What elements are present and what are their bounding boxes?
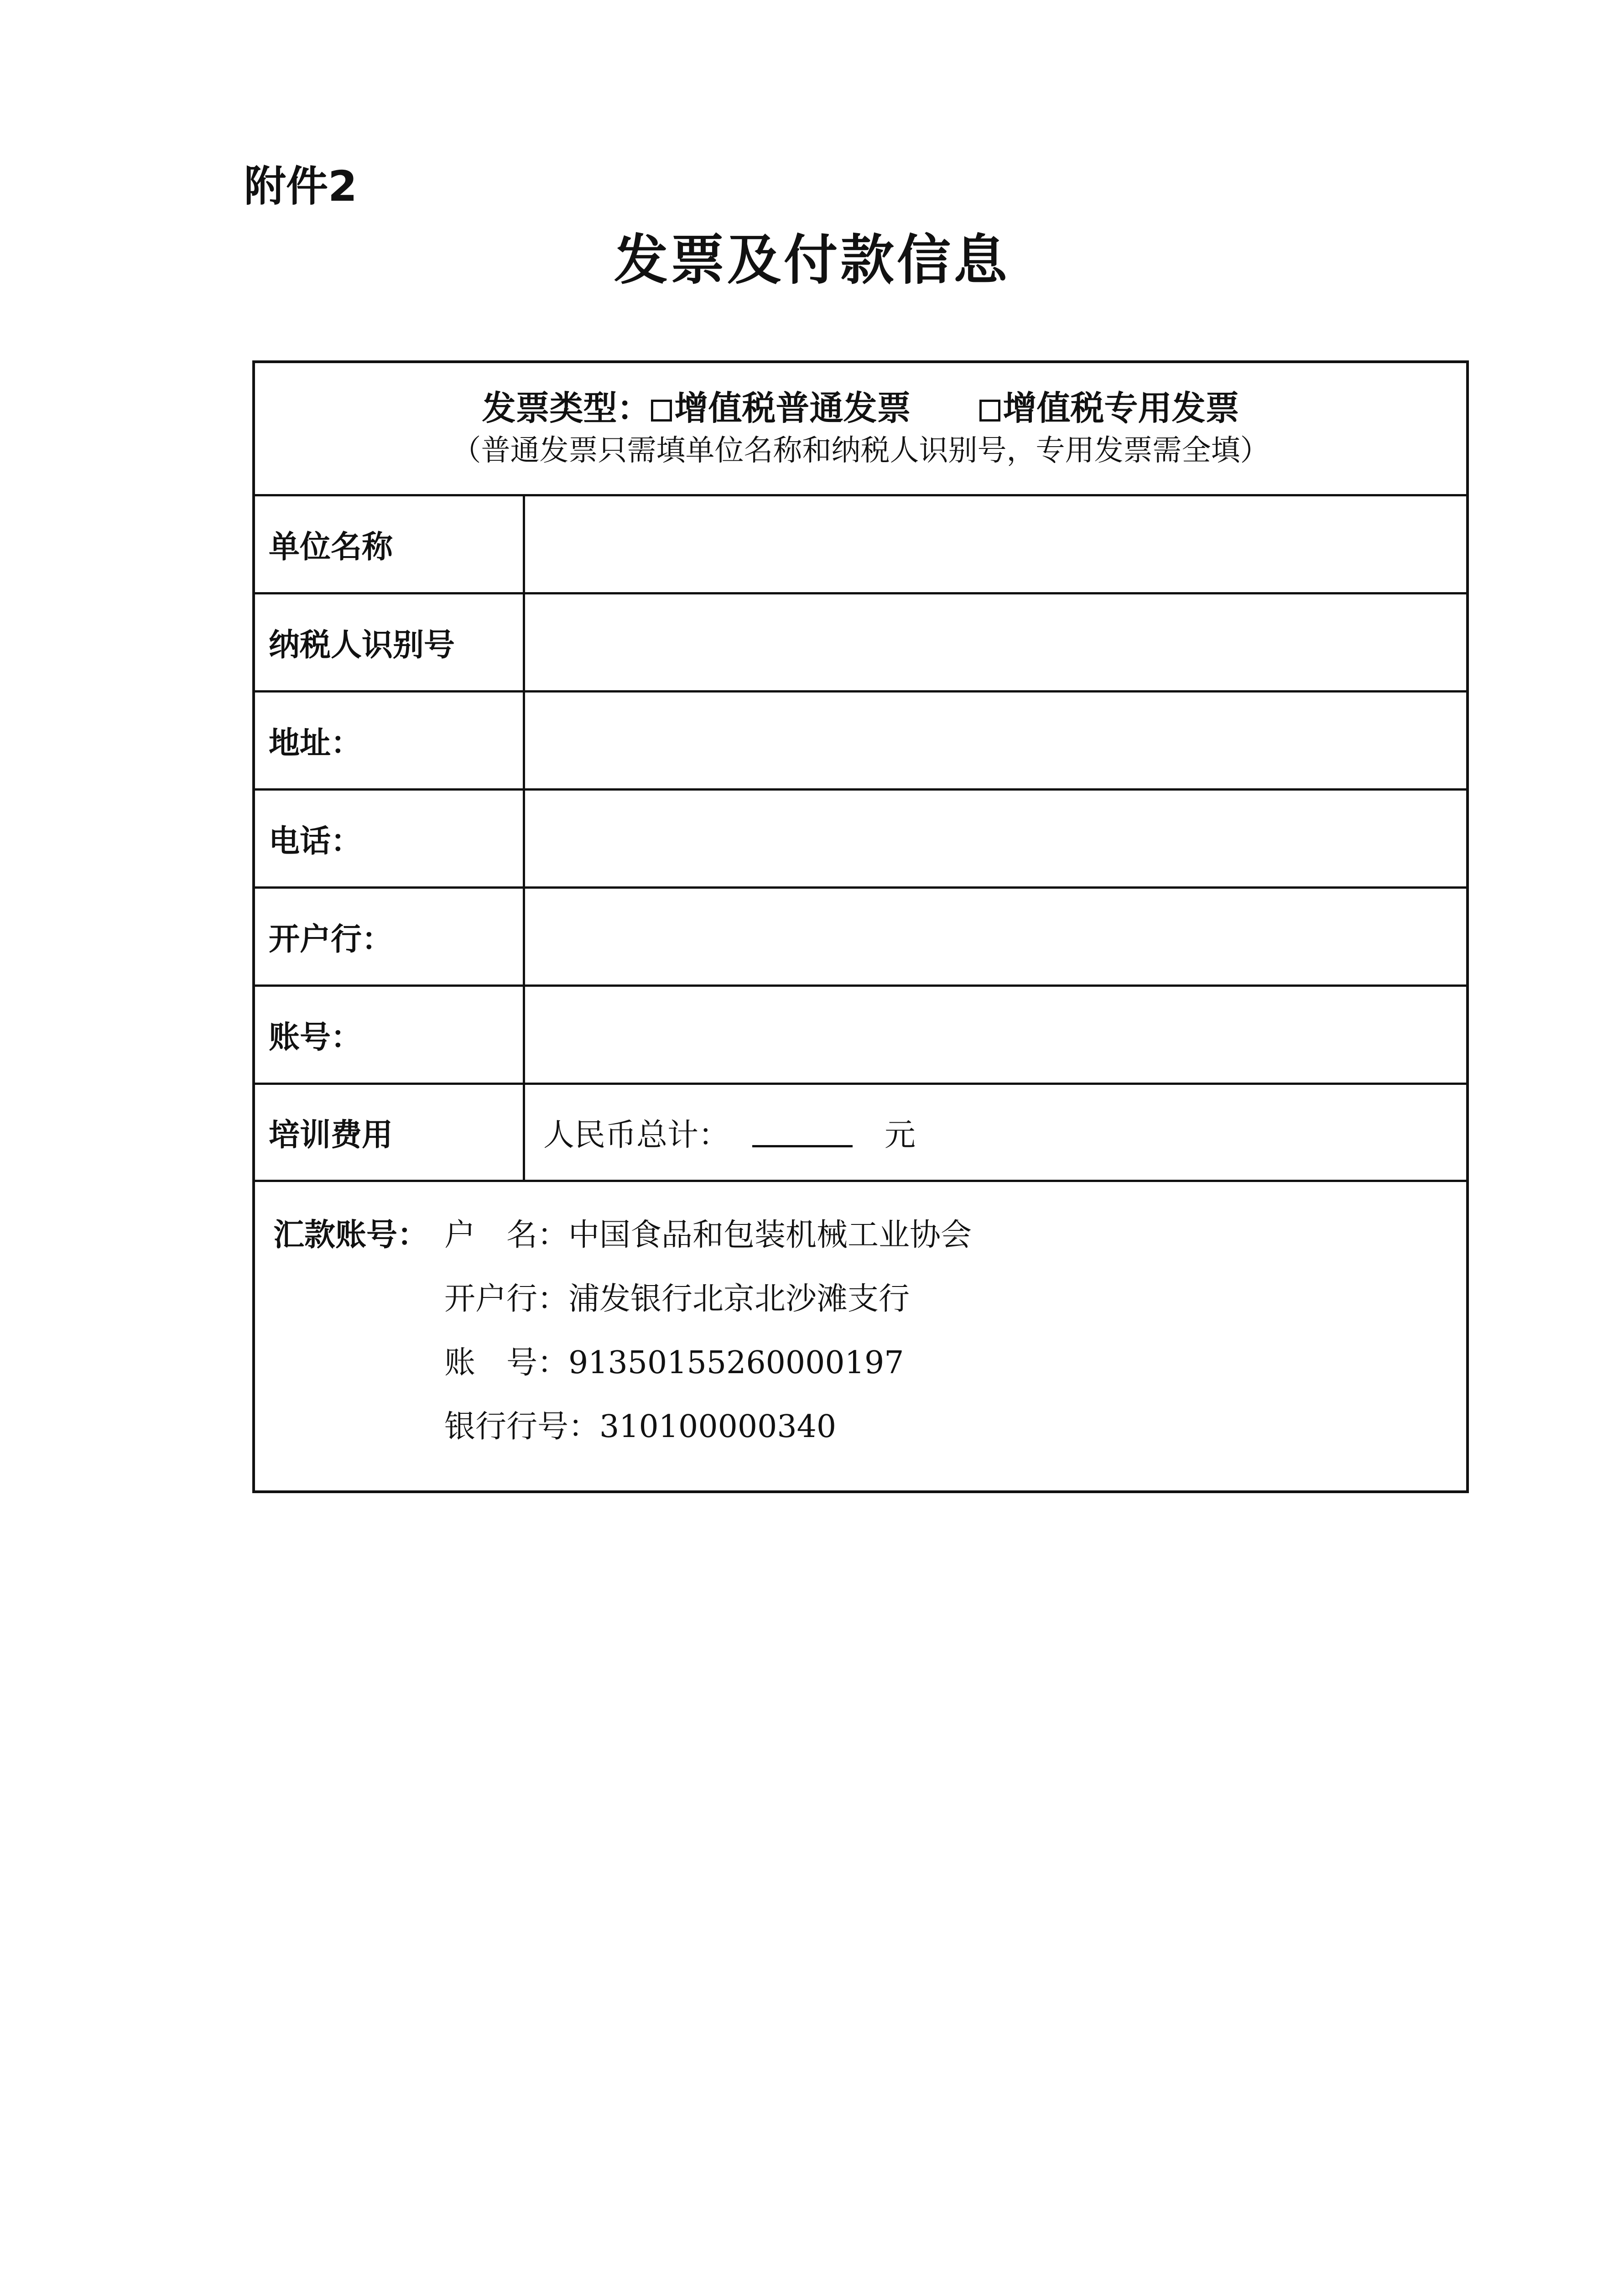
- normal-invoice-checkbox[interactable]: [651, 400, 672, 422]
- invoice-type-line: [255, 381, 1466, 430]
- document-title: 发票及付款信息: [614, 229, 1010, 292]
- row-training-fee: [255, 1085, 1466, 1182]
- row-address: [255, 693, 1466, 791]
- row-account: [255, 987, 1466, 1085]
- invoice-type-note: （普通发票只需填单位名称和纳税人识别号，专用发票需全填）: [452, 434, 1270, 468]
- company-name-label: 单位名称: [255, 496, 525, 592]
- training-fee-label: 培训费用: [255, 1085, 525, 1180]
- phone-field[interactable]: [525, 791, 1466, 886]
- amount-blank[interactable]: [752, 1118, 853, 1147]
- training-fee-value: [525, 1085, 1466, 1180]
- address-field[interactable]: [525, 693, 1466, 788]
- remittance-info: [255, 1182, 1466, 1490]
- company-name-field[interactable]: [525, 496, 1466, 592]
- bank-field[interactable]: [525, 889, 1466, 984]
- normal-invoice-option-label: 增值税普通发票: [674, 389, 911, 428]
- invoice-payment-table: [252, 360, 1469, 1493]
- row-taxpayer-id: [255, 594, 1466, 693]
- remittance-bank: 开户行：浦发银行北京北沙滩支行: [444, 1281, 910, 1317]
- invoice-type-label: 发票类型：: [482, 389, 651, 428]
- special-invoice-option-label: 增值税专用发票: [1003, 389, 1239, 428]
- account-field[interactable]: [525, 987, 1466, 1083]
- special-invoice-checkbox[interactable]: [979, 400, 1000, 422]
- bank-label: 开户行：: [255, 889, 525, 984]
- remittance-account-name: 户 名：中国食品和包装机械工业协会: [444, 1217, 972, 1253]
- phone-label: 电话：: [255, 791, 525, 886]
- total-rmb-label: 人民币总计：: [543, 1117, 730, 1153]
- taxpayer-id-field[interactable]: [525, 594, 1466, 690]
- attachment-label: 附件2: [244, 162, 358, 211]
- row-company-name: [255, 496, 1466, 594]
- remittance-bank-code: 银行行号：310100000340: [444, 1409, 837, 1445]
- taxpayer-id-label: 纳税人识别号: [255, 594, 525, 690]
- remittance-account-number: 账 号：91350155260000197: [444, 1345, 904, 1381]
- row-bank: [255, 889, 1466, 987]
- row-phone: [255, 791, 1466, 889]
- address-label: 地址：: [255, 693, 525, 788]
- invoice-type-header: [255, 363, 1466, 496]
- account-label: 账号：: [255, 987, 525, 1083]
- currency-unit: 元: [885, 1117, 916, 1153]
- remittance-label: 汇款账号：: [273, 1217, 429, 1253]
